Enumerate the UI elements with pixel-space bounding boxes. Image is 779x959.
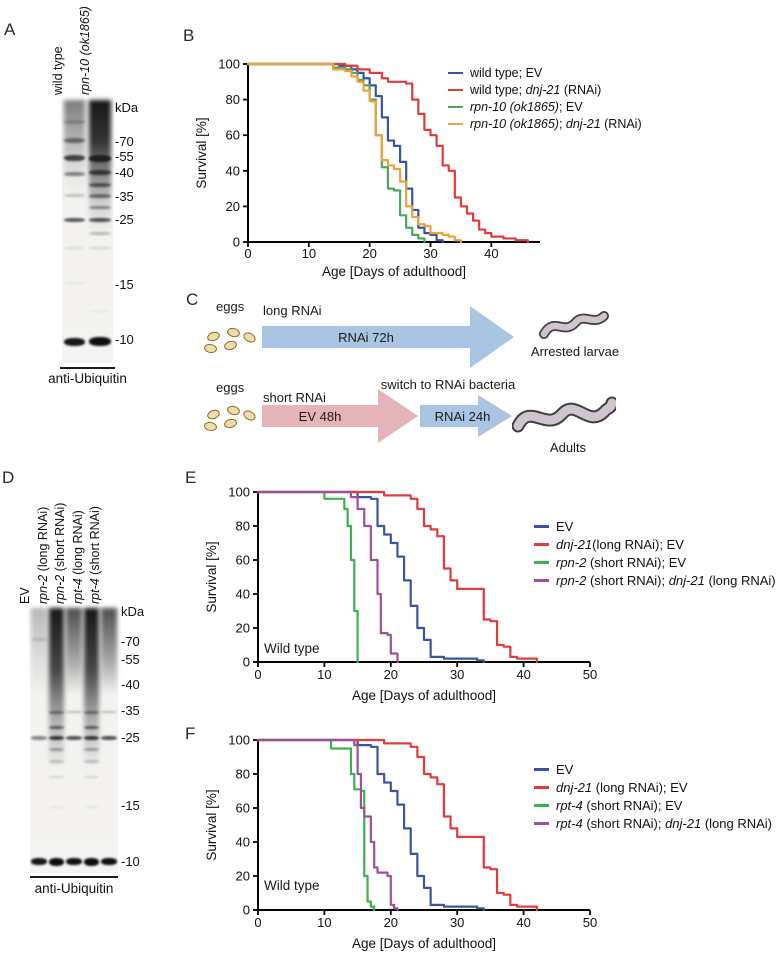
egg-icon (203, 343, 217, 354)
x-tick-label: 50 (582, 667, 598, 682)
survival-curve (248, 64, 443, 242)
wild-type-annotation-f: Wild type (264, 878, 320, 893)
legend-label: dnj-21(long RNAi); EV (556, 537, 684, 552)
lane-label: wild type (51, 46, 65, 95)
legend-dash (534, 543, 549, 546)
legend-label: EV (556, 519, 574, 534)
long-rnai-arrow-head (470, 306, 514, 368)
legend-label: rpt-4 (short RNAi); EV (556, 798, 683, 813)
lane-label: EV (18, 587, 32, 604)
blot-band (89, 232, 111, 235)
survival-curve (258, 492, 537, 662)
blot-band (89, 310, 111, 312)
blot-band (64, 155, 85, 161)
lane-label: rpn-10 (ok1865) (78, 6, 92, 95)
blot-band (49, 711, 65, 714)
legend-dash (534, 525, 549, 528)
blot-band (64, 138, 85, 143)
adults-label: Adults (549, 440, 587, 455)
legend-label: rpn-10 (ok1865); dnj-21 (RNAi) (470, 117, 642, 131)
blot-band (49, 760, 65, 763)
egg-icon (223, 339, 238, 351)
survival-chart-f (190, 714, 640, 959)
rnai-72h-label: RNAi 72h (338, 330, 394, 345)
kda-marker: -70 (115, 134, 134, 149)
legend-row (534, 573, 776, 588)
kda-marker: -10 (115, 332, 134, 347)
kda-marker: -40 (121, 677, 140, 692)
blot-band (89, 155, 111, 162)
kda-marker: -40 (115, 165, 134, 180)
blot-band (89, 247, 111, 249)
y-tick-label: 0 (242, 654, 250, 670)
x-tick-label: 20 (362, 246, 377, 261)
blot-band (49, 806, 65, 808)
adult-worm-icon (512, 388, 616, 444)
blot-smear (66, 608, 82, 748)
blot-lane (89, 100, 111, 363)
blot-band (31, 858, 47, 865)
panel-label-e: E (185, 468, 197, 487)
survival-curve (248, 64, 461, 242)
blot-band (66, 711, 82, 713)
wild-type-annotation-e: Wild type (264, 641, 320, 656)
blot-band (84, 858, 100, 866)
blot-band (64, 194, 85, 197)
blot-smear (101, 608, 117, 748)
y-tick-label: 80 (225, 92, 240, 108)
y-tick-label: 0 (242, 902, 250, 918)
blot-band (31, 736, 47, 740)
panel-label-c: C (186, 290, 199, 309)
blot-a-underline (60, 367, 115, 369)
legend-label: rpn-2 (short RNAi); EV (556, 555, 687, 570)
legend-label: rpn-2 (short RNAi); dnj-21 (long RNAi) (556, 573, 776, 588)
y-axis-label: Survival [%] (204, 789, 219, 861)
legend-row (534, 555, 776, 570)
egg-icon (242, 408, 258, 422)
x-tick-label: 30 (423, 246, 438, 261)
ev-arrow-head (378, 389, 418, 443)
egg-icon (206, 330, 221, 343)
y-tick-label: 20 (235, 620, 250, 636)
x-tick-label: 20 (383, 915, 399, 930)
legend-row (448, 66, 642, 80)
y-tick-label: 60 (235, 800, 250, 816)
legend-f (534, 762, 772, 834)
blot-band (64, 120, 85, 124)
x-tick-label: 40 (516, 667, 531, 682)
blot-band (89, 183, 111, 187)
blot-smear (31, 608, 47, 718)
blot-d-underline (30, 876, 118, 878)
blot-band (84, 726, 100, 729)
y-tick-label: 60 (225, 127, 240, 143)
legend-row (534, 762, 772, 777)
egg-icon (242, 330, 258, 344)
legend-dash (534, 768, 549, 771)
legend-label: rpn-10 (ok1865); EV (470, 100, 583, 114)
egg-icon (223, 417, 238, 429)
arrested-larva-icon (538, 306, 610, 348)
legend-b (448, 66, 642, 134)
legend-dash (448, 72, 463, 75)
x-tick-label: 10 (317, 915, 332, 930)
legend-row (534, 798, 772, 813)
x-tick-label: 30 (449, 915, 465, 930)
y-tick-label: 60 (235, 552, 250, 568)
blot-band (64, 172, 85, 176)
legend-dash (534, 579, 549, 582)
blot-a-caption: anti-Ubiquitin (48, 371, 127, 386)
eggs-label-1: eggs (216, 299, 245, 314)
arrested-larvae-label: Arrested larvae (530, 344, 620, 359)
egg-icon (203, 421, 217, 432)
egg-icon (206, 408, 221, 421)
switch-to-rnai-label: switch to RNAi bacteria (380, 377, 516, 392)
legend-dash (534, 561, 549, 564)
y-tick-label: 80 (235, 518, 250, 534)
legend-dash (448, 106, 463, 109)
legend-dash (534, 804, 549, 807)
kda-marker: -10 (121, 854, 140, 869)
blot-band (84, 711, 100, 714)
blot-band (89, 194, 111, 198)
legend-row (448, 83, 642, 97)
legend-row (534, 780, 772, 795)
blot-band (89, 337, 111, 346)
x-axis-label: Age [Days of adulthood] (351, 688, 497, 703)
x-tick-label: 0 (244, 246, 252, 261)
y-tick-label: 20 (225, 198, 240, 214)
kda-marker: -25 (121, 730, 140, 745)
blot-band (64, 282, 85, 284)
x-tick-label: 40 (516, 915, 531, 930)
blot-band (64, 338, 85, 346)
x-axis-label: Age [Days of adulthood] (351, 936, 497, 951)
x-tick-label: 10 (301, 246, 317, 261)
legend-dash (448, 89, 463, 92)
legend-dash (534, 786, 549, 789)
y-tick-label: 40 (235, 586, 250, 602)
y-tick-label: 40 (235, 834, 250, 850)
blot-band (64, 218, 85, 222)
egg-icon (226, 326, 241, 338)
blot-band (89, 206, 111, 209)
blot-band (31, 638, 47, 641)
y-tick-label: 100 (228, 484, 250, 500)
blot-lane (64, 100, 85, 363)
legend-row (448, 117, 642, 131)
blot-lane (49, 608, 65, 873)
legend-label: EV (556, 762, 574, 777)
x-tick-label: 40 (484, 246, 499, 261)
legend-label: dnj-21 (long RNAi); EV (556, 780, 688, 795)
lane-label: rpt-4 (long RNAi) (70, 510, 85, 604)
egg-icon (226, 404, 241, 416)
blot-band (49, 858, 65, 866)
panel-label-d: D (2, 468, 15, 487)
blot-band (49, 726, 65, 729)
survival-chart-e (190, 468, 640, 718)
short-rnai-label: short RNAi (263, 390, 326, 405)
kda-header: kDa (121, 604, 145, 619)
western-blot-anti-ubiquitin-a (62, 100, 113, 363)
legend-dash (448, 123, 463, 126)
blot-lane (84, 608, 100, 873)
x-tick-label: 30 (449, 667, 465, 682)
kda-marker: -35 (121, 703, 140, 718)
kda-marker: -15 (121, 798, 140, 813)
blot-lane (66, 608, 82, 873)
y-axis-label: Survival [%] (204, 541, 219, 613)
blot-smear (64, 100, 85, 260)
western-blot-anti-ubiquitin-d (30, 608, 118, 873)
blot-band (49, 736, 65, 740)
y-tick-label: 100 (218, 56, 240, 72)
blot-lane (31, 608, 47, 873)
blot-d-caption: anti-Ubiquitin (34, 881, 114, 896)
blot-band (64, 247, 85, 249)
panel-label-a: A (4, 20, 16, 39)
blot-band (84, 736, 100, 740)
blot-band (101, 736, 117, 740)
y-axis-label: Survival [%] (194, 117, 209, 189)
blot-lane (101, 608, 117, 873)
blot-band (84, 760, 100, 763)
legend-row (448, 100, 642, 114)
long-rnai-label: long RNAi (263, 303, 322, 318)
blot-band (89, 218, 111, 222)
panel-label-b: B (183, 26, 195, 45)
kda-marker: -55 (115, 149, 134, 164)
y-tick-label: 80 (235, 766, 250, 782)
lane-label: rpn-2 (long RNAi) (35, 506, 50, 604)
y-tick-label: 100 (228, 732, 250, 748)
survival-curve (248, 64, 424, 242)
kda-header: kDa (115, 100, 139, 115)
blot-band (84, 748, 100, 751)
legend-label: wild type; dnj-21 (RNAi) (470, 83, 602, 97)
x-tick-label: 0 (254, 915, 262, 930)
x-tick-label: 10 (317, 667, 332, 682)
y-tick-label: 0 (232, 234, 240, 250)
x-tick-label: 0 (254, 667, 262, 682)
panel-label-f: F (185, 724, 196, 743)
kda-marker: -35 (115, 189, 134, 204)
rnai-24h-label: RNAi 24h (434, 409, 491, 424)
blot-band (66, 736, 82, 740)
legend-dash (534, 822, 549, 825)
legend-row (534, 519, 776, 534)
legend-row (534, 816, 772, 831)
blot-band (66, 858, 82, 865)
x-tick-label: 20 (383, 667, 399, 682)
blot-band (84, 776, 100, 778)
blot-smear (89, 100, 111, 285)
legend-row (534, 537, 776, 552)
blot-band (101, 858, 117, 865)
legend-label: wild type; EV (470, 66, 543, 80)
legend-label: rpt-4 (short RNAi); dnj-21 (long RNAi) (556, 816, 773, 831)
eggs-label-2: eggs (216, 380, 245, 395)
blot-band (84, 806, 100, 808)
x-tick-label: 50 (582, 915, 598, 930)
y-tick-label: 20 (235, 868, 250, 884)
legend-e (534, 519, 776, 591)
kda-marker: -25 (115, 212, 134, 227)
blot-band (101, 711, 117, 713)
blot-band (89, 170, 111, 175)
kda-marker: -70 (121, 634, 140, 649)
blot-band (49, 748, 65, 751)
lane-label: rpt-4 (short RNAi) (88, 506, 102, 604)
kda-marker: -55 (121, 652, 140, 667)
y-tick-label: 40 (225, 163, 240, 179)
lane-label: rpn-2 (short RNAi) (53, 502, 67, 604)
blot-band (49, 776, 65, 778)
x-axis-label: Age [Days of adulthood] (321, 264, 467, 279)
kda-marker: -15 (115, 277, 134, 292)
ev-48h-label: EV 48h (298, 409, 342, 424)
survival-curve (258, 492, 358, 662)
